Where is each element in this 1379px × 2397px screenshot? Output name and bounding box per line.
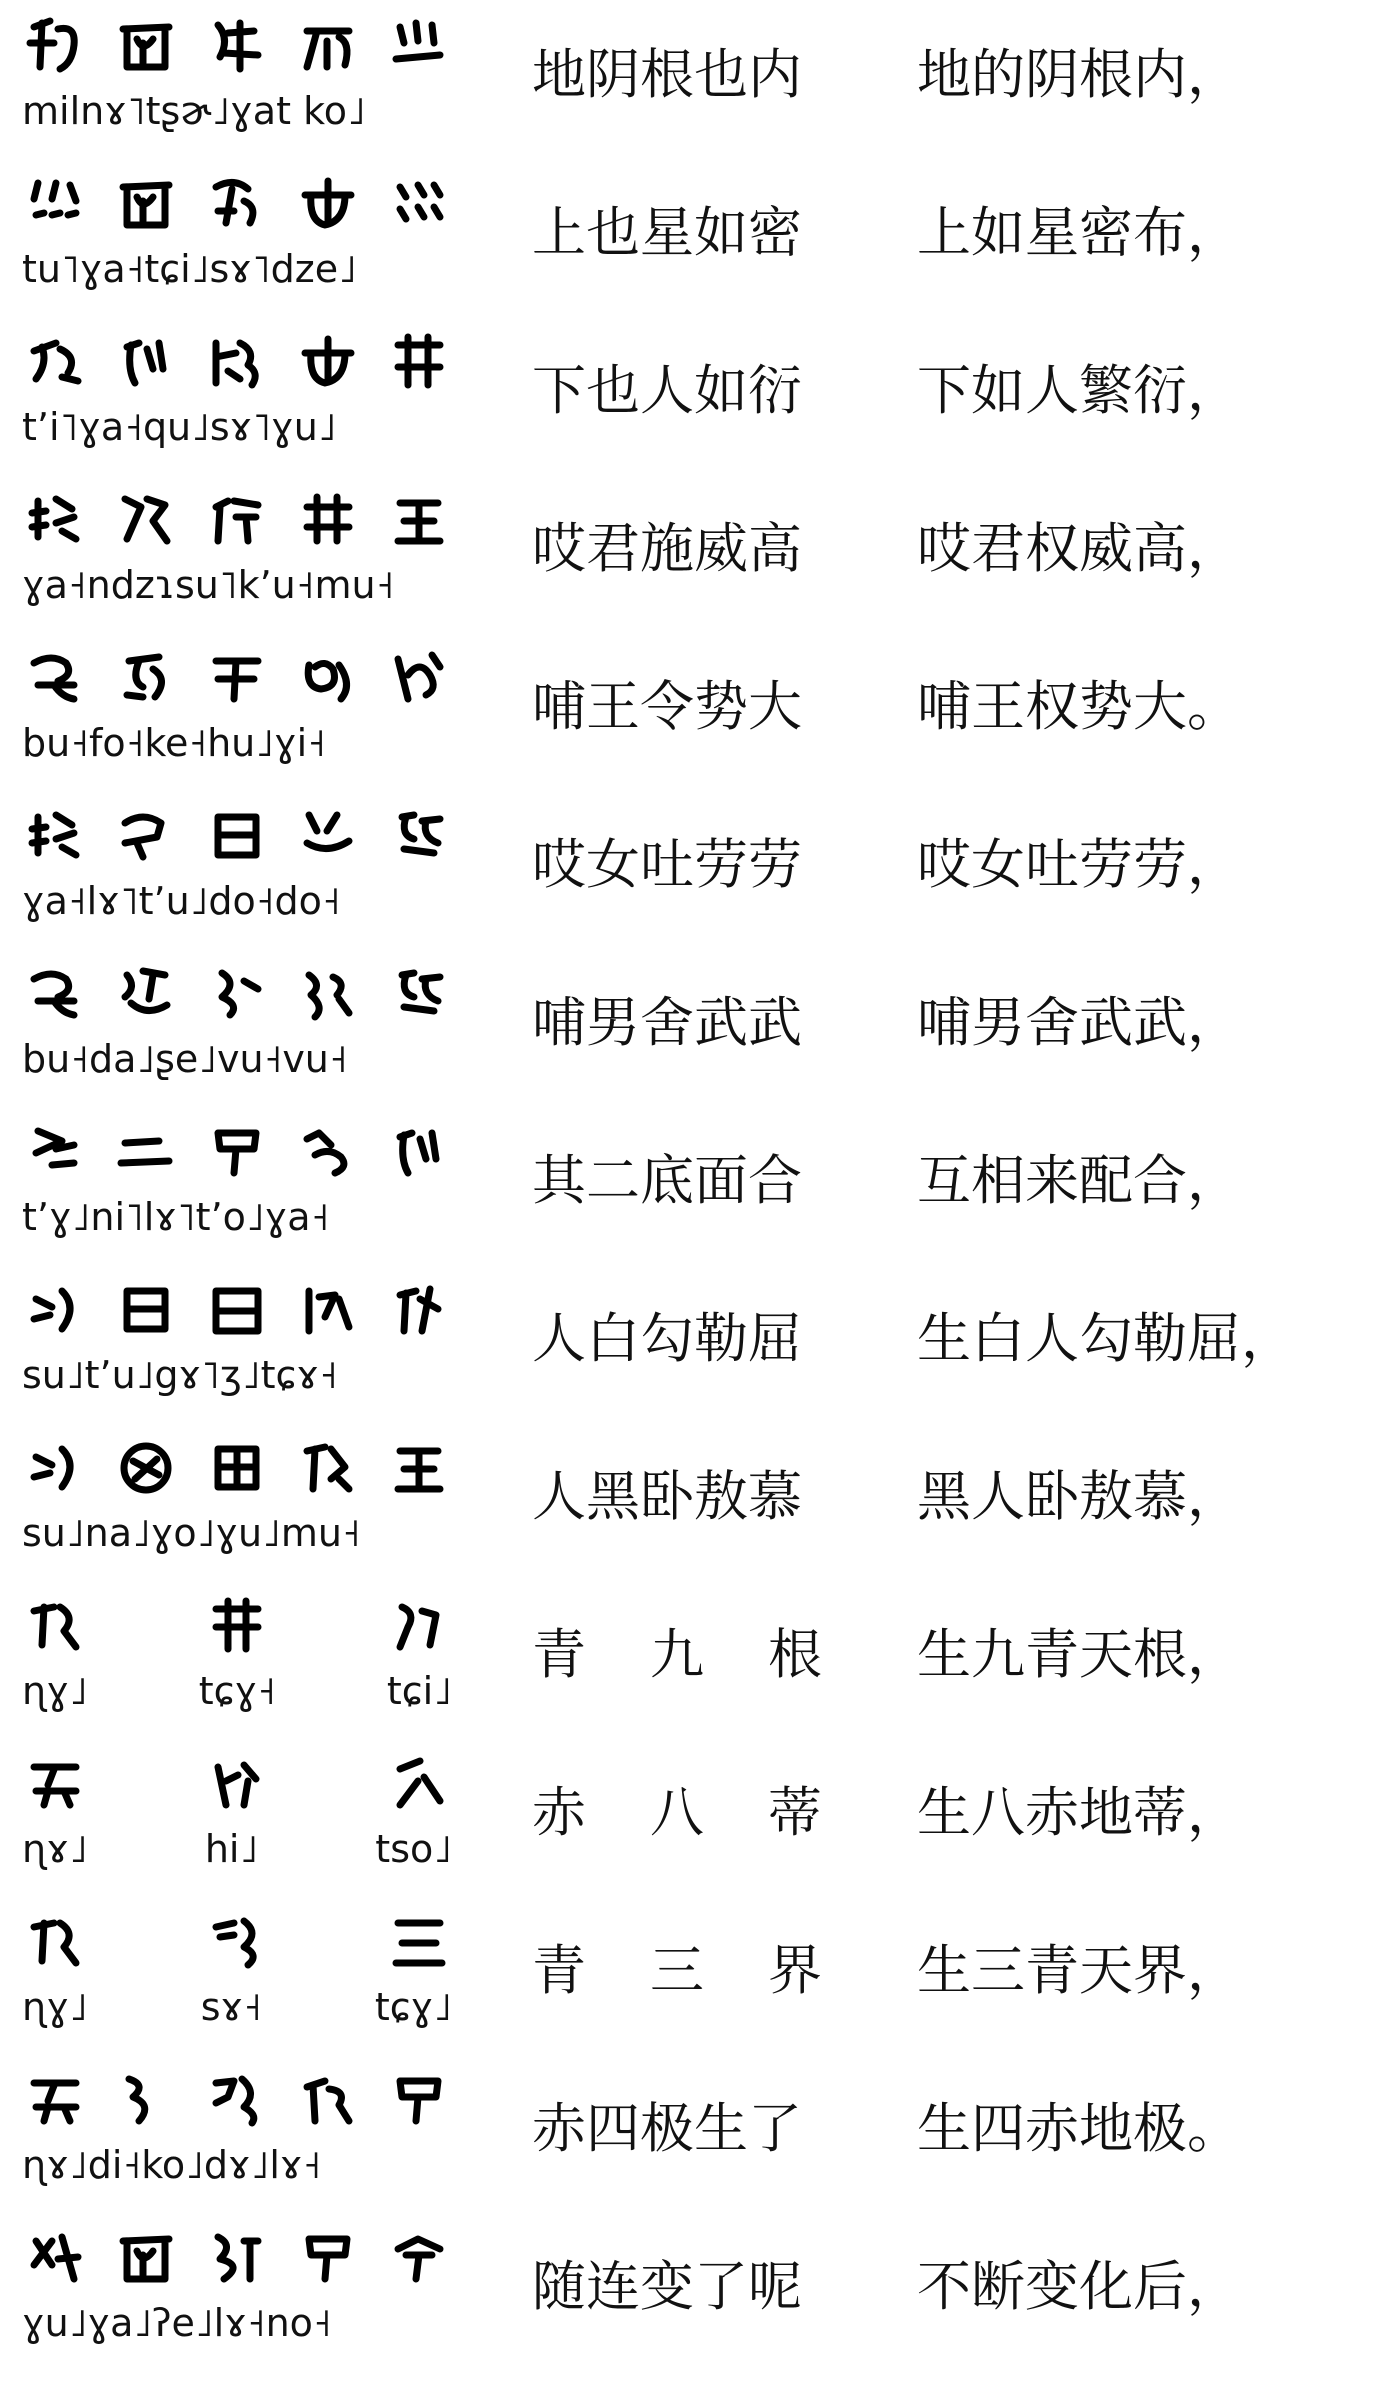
script-glyph-29 — [204, 961, 270, 1027]
script-glyph-54 — [204, 2225, 270, 2291]
ipa-transcription: ɣu˩ɣa˩ʔe˩lɤ˧no˧ — [22, 2301, 332, 2345]
free-translation: 不断变化后， — [917, 2255, 1241, 2318]
verse-row — [0, 2212, 1379, 2370]
verse-row — [0, 474, 1379, 632]
ipa-transcription: tʼi˥ɣa˧qu˩sɤ˥ɣu˩ — [22, 405, 337, 449]
script-glyph-15 — [113, 487, 179, 553]
script-glyph-35 — [22, 1435, 88, 1501]
script-glyph-41 — [295, 1435, 361, 1501]
literal-gloss: 上也星如密 — [532, 201, 802, 264]
gloss-char: 三 — [650, 1939, 704, 2002]
script-glyph-45 — [22, 1751, 88, 1817]
glyph-line — [22, 168, 452, 240]
verse-row — [0, 1896, 1379, 2054]
free-translation: 地的阴根内， — [917, 43, 1241, 106]
free-translation: 生三青天界， — [917, 1939, 1241, 2002]
script-glyph-10 — [22, 329, 88, 395]
free-translation: 哺男舍武武， — [917, 991, 1241, 1054]
script-cell — [22, 1742, 452, 1892]
gloss-char: 根 — [768, 1623, 822, 1686]
script-glyph-33 — [204, 1119, 270, 1185]
ipa-syllable: tso˩ — [375, 1827, 452, 1871]
script-glyph-42 — [22, 1909, 88, 1975]
glyph-line — [22, 1748, 452, 1820]
script-glyph-55 — [386, 2225, 452, 2291]
ipa-transcription — [22, 1666, 452, 1716]
gloss-char: 蒂 — [768, 1781, 822, 1844]
script-glyph-40 — [204, 1435, 270, 1501]
script-glyph-25 — [113, 1277, 179, 1343]
script-glyph-7 — [204, 171, 270, 237]
ipa-transcription: milnɤ˥tʂɚ˩ɣat ko˩ — [22, 89, 366, 133]
glyph-line — [22, 10, 452, 82]
glyph-line — [22, 1274, 452, 1346]
literal-gloss: 随连变了呢 — [532, 2255, 802, 2318]
script-glyph-2 — [113, 171, 179, 237]
script-glyph-45 — [22, 2067, 88, 2133]
free-translation: 生白人勾勒屈， — [917, 1307, 1295, 1370]
ipa-syllable: ɳɣ˩ — [22, 1669, 88, 1713]
literal-gloss: 人白勾勒屈 — [532, 1307, 802, 1370]
ipa-transcription: su˩tʼu˩gɤ˥ʒ˩tɕɤ˧ — [22, 1353, 338, 1397]
script-cell — [22, 1584, 452, 1734]
script-glyph-38 — [386, 1277, 452, 1343]
literal-gloss: 哺男舍武武 — [532, 991, 802, 1054]
ipa-syllable: tɕɣ˧ — [198, 1669, 276, 1713]
gloss-char: 界 — [768, 1939, 822, 2002]
script-cell — [22, 1110, 452, 1260]
script-cell — [22, 1900, 452, 2050]
script-cell — [22, 478, 452, 628]
script-cell — [22, 794, 452, 944]
glyph-line — [22, 2064, 452, 2136]
script-glyph-18 — [386, 1435, 452, 1501]
script-cell — [22, 2058, 452, 2208]
ipa-transcription: bu˧fo˧ke˧hu˩ɣi˧ — [22, 721, 326, 765]
script-glyph-48 — [204, 1909, 270, 1975]
verse-row — [0, 632, 1379, 790]
literal-gloss: 下也人如衍 — [532, 359, 802, 422]
ipa-transcription: su˩na˩ɣo˩ɣu˩mu˧ — [22, 1511, 361, 1555]
script-cell — [22, 636, 452, 786]
script-glyph-8 — [295, 171, 361, 237]
free-translation: 互相来配合， — [917, 1149, 1241, 1212]
free-translation: 生四赤地极。 — [917, 2097, 1241, 2160]
script-glyph-11 — [113, 329, 179, 395]
glyph-line — [22, 1906, 452, 1978]
free-translation: 上如星密布， — [917, 201, 1241, 264]
script-glyph-47 — [386, 1751, 452, 1817]
script-cell — [22, 1426, 452, 1576]
free-translation: 哎君权威高， — [917, 517, 1241, 580]
script-glyph-31 — [22, 1119, 88, 1185]
script-cell — [22, 2216, 452, 2366]
literal-gloss: 哎君施威高 — [532, 517, 802, 580]
script-cell — [22, 162, 452, 312]
script-glyph-6 — [22, 171, 88, 237]
free-translation: 生九青天根， — [917, 1623, 1241, 1686]
verse-row — [0, 316, 1379, 474]
script-glyph-8 — [295, 329, 361, 395]
script-glyph-37 — [295, 1277, 361, 1343]
script-glyph-2 — [113, 13, 179, 79]
ipa-transcription: bu˧da˩ʂe˩vu˧vu˧ — [22, 1037, 348, 1081]
literal-gloss: 赤四极生了 — [532, 2097, 802, 2160]
glyph-line — [22, 1116, 452, 1188]
script-glyph-3 — [204, 13, 270, 79]
script-glyph-53 — [22, 2225, 88, 2291]
script-glyph-27 — [386, 961, 452, 1027]
gloss-char: 青 — [532, 1939, 586, 2002]
script-glyph-21 — [204, 645, 270, 711]
free-translation: 哎女吐劳劳， — [917, 833, 1241, 896]
literal-gloss: 人黑卧敖慕 — [532, 1465, 802, 1528]
script-glyph-18 — [386, 487, 452, 553]
script-glyph-14 — [22, 803, 88, 869]
script-glyph-26 — [295, 803, 361, 869]
script-glyph-39 — [113, 1435, 179, 1501]
script-glyph-14 — [22, 487, 88, 553]
literal-gloss — [532, 1620, 832, 1690]
verse-row — [0, 1106, 1379, 1264]
script-glyph-43 — [204, 1593, 270, 1659]
script-glyph-51 — [204, 2067, 270, 2133]
glyph-line — [22, 326, 452, 398]
script-glyph-52 — [295, 2067, 361, 2133]
ipa-syllable: ɳɤ˩ — [22, 1827, 88, 1871]
script-glyph-33 — [386, 2067, 452, 2133]
verse-row — [0, 1738, 1379, 1896]
script-glyph-24 — [113, 803, 179, 869]
verse-row — [0, 1422, 1379, 1580]
script-glyph-25 — [204, 803, 270, 869]
gloss-char: 青 — [532, 1623, 586, 1686]
script-glyph-12 — [204, 329, 270, 395]
verse-row — [0, 158, 1379, 316]
verse-row — [0, 790, 1379, 948]
script-glyph-34 — [295, 1119, 361, 1185]
script-cell — [22, 4, 452, 154]
script-glyph-19 — [22, 961, 88, 1027]
ipa-transcription — [22, 1824, 452, 1874]
gloss-char: 赤 — [532, 1781, 586, 1844]
script-glyph-5 — [386, 13, 452, 79]
verse-row — [0, 2054, 1379, 2212]
script-glyph-30 — [295, 961, 361, 1027]
literal-gloss: 地阴根也内 — [532, 43, 802, 106]
glyph-line — [22, 800, 452, 872]
free-translation: 哺王权势大。 — [917, 675, 1241, 738]
script-glyph-27 — [386, 803, 452, 869]
glyph-line — [22, 484, 452, 556]
glyph-line — [22, 1590, 452, 1662]
script-glyph-42 — [22, 1593, 88, 1659]
script-glyph-17 — [295, 487, 361, 553]
ipa-syllable: hi˩ — [204, 1827, 259, 1871]
script-glyph-50 — [113, 2067, 179, 2133]
script-cell — [22, 952, 452, 1102]
gloss-char: 八 — [650, 1781, 704, 1844]
ipa-transcription: ɳɤ˩di˧ko˩dɤ˩lɤ˧ — [22, 2143, 322, 2187]
free-translation: 生八赤地蒂， — [917, 1781, 1241, 1844]
script-cell — [22, 320, 452, 470]
script-glyph-33 — [295, 2225, 361, 2291]
script-glyph-46 — [204, 1751, 270, 1817]
literal-gloss — [532, 1936, 832, 2006]
script-glyph-28 — [113, 961, 179, 1027]
verse-row — [0, 948, 1379, 1106]
literal-gloss: 其二底面合 — [532, 1149, 802, 1212]
verse-row — [0, 1580, 1379, 1738]
script-glyph-36 — [204, 1277, 270, 1343]
script-cell — [22, 1268, 452, 1418]
verse-row — [0, 1264, 1379, 1422]
glyph-line — [22, 1432, 452, 1504]
ipa-transcription: tu˥ɣa˧tɕi˩sɤ˥dze˩ — [22, 247, 357, 291]
script-glyph-2 — [113, 2225, 179, 2291]
script-glyph-32 — [113, 1119, 179, 1185]
script-glyph-35 — [22, 1277, 88, 1343]
ipa-transcription — [22, 1982, 452, 2032]
script-glyph-16 — [204, 487, 270, 553]
ipa-syllable: tɕɣ˩ — [374, 1985, 452, 2029]
script-glyph-20 — [113, 645, 179, 711]
script-glyph-11 — [386, 1119, 452, 1185]
script-glyph-22 — [295, 645, 361, 711]
glyph-line — [22, 958, 452, 1030]
gloss-char: 九 — [650, 1623, 704, 1686]
free-translation: 黑人卧敖慕， — [917, 1465, 1241, 1528]
script-glyph-44 — [386, 1593, 452, 1659]
verse-row — [0, 0, 1379, 158]
ipa-transcription: ɣa˧lɤ˥tʼu˩do˧do˧ — [22, 879, 341, 923]
literal-gloss — [532, 1778, 832, 1848]
ipa-syllable: ɳɣ˩ — [22, 1985, 88, 2029]
script-glyph-49 — [386, 1909, 452, 1975]
script-glyph-4 — [295, 13, 361, 79]
glyph-line — [22, 2222, 452, 2294]
ipa-syllable: sɤ˧ — [200, 1985, 262, 2029]
ipa-syllable: tɕi˩ — [386, 1669, 452, 1713]
ipa-transcription: tʼɣ˩ni˥lɤ˥tʼo˩ɣa˧ — [22, 1195, 330, 1239]
script-glyph-9 — [386, 171, 452, 237]
free-translation: 下如人繁衍， — [917, 359, 1241, 422]
script-glyph-13 — [386, 329, 452, 395]
ipa-transcription: ɣa˧ndzɿsu˥kʼu˧mu˧ — [22, 563, 395, 607]
script-glyph-19 — [22, 645, 88, 711]
script-glyph-23 — [386, 645, 452, 711]
literal-gloss: 哺王令势大 — [532, 675, 802, 738]
literal-gloss: 哎女吐劳劳 — [532, 833, 802, 896]
glyph-line — [22, 642, 452, 714]
script-glyph-1 — [22, 13, 88, 79]
